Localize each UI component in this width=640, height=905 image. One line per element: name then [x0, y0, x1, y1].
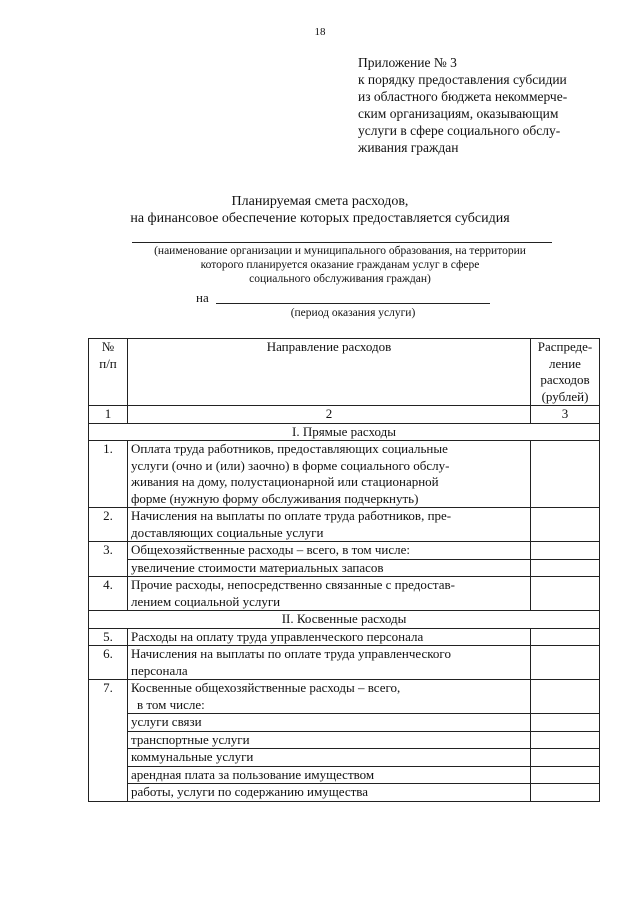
row-num: 6. — [89, 646, 128, 680]
row-text: Расходы на оплату труда управленческого персонала — [128, 628, 531, 646]
title-line-2: на финансовое обеспечение которых предоставляется субсидия — [130, 211, 510, 226]
table-row — [89, 646, 600, 680]
appendix-line: из областного бюджета некоммерче- — [358, 89, 568, 104]
table-row — [89, 441, 600, 508]
appendix-header — [358, 54, 618, 156]
amount-cell[interactable] — [531, 542, 600, 560]
amount-cell[interactable] — [531, 784, 600, 802]
section-row-indirect — [89, 611, 600, 629]
amount-cell[interactable] — [531, 441, 600, 508]
subrow-text: коммунальные услуги — [128, 749, 531, 767]
table-row — [89, 508, 600, 542]
row-num: 1. — [89, 441, 128, 508]
amount-cell[interactable] — [531, 731, 600, 749]
period-blank-line — [216, 303, 490, 304]
row-num: 3. — [89, 542, 128, 577]
row-text: Косвенные общехозяйственные расходы – всего, в том числе: — [128, 680, 531, 714]
table-subrow — [89, 559, 600, 577]
row-text: Общехозяйственные расходы – всего, в том числе: — [128, 542, 531, 560]
org-name-blank-line — [132, 242, 552, 243]
amount-cell[interactable] — [531, 766, 600, 784]
appendix-line: к порядку предоставления субсидии — [358, 72, 567, 87]
amount-cell[interactable] — [531, 508, 600, 542]
amount-cell[interactable] — [531, 749, 600, 767]
header-distribution: Распреде- ление расходов (рублей) — [531, 339, 600, 406]
table-row — [89, 542, 600, 560]
appendix-line: живания граждан — [358, 140, 459, 155]
row-num: 4. — [89, 577, 128, 611]
caption-line: (наименование организации и муниципального образования, на территории — [154, 245, 526, 257]
table-subrow — [89, 784, 600, 802]
appendix-line: Приложение № 3 — [358, 55, 457, 70]
appendix-line: ским организациям, оказывающим — [358, 106, 559, 121]
subrow-text: увеличение стоимости материальных запасов — [128, 559, 531, 577]
section-row-direct — [89, 423, 600, 441]
table-subrow — [89, 766, 600, 784]
col-number: 2 — [128, 406, 531, 424]
col-number: 1 — [89, 406, 128, 424]
subrow-text: услуги связи — [128, 714, 531, 732]
org-name-caption — [110, 244, 570, 286]
table-row — [89, 628, 600, 646]
table-subrow — [89, 731, 600, 749]
subrow-text: арендная плата за пользование имуществом — [128, 766, 531, 784]
amount-cell[interactable] — [531, 680, 600, 714]
period-label: на — [196, 290, 209, 305]
table-header-row — [89, 339, 600, 406]
row-num: 7. — [89, 680, 128, 802]
period-caption: (период оказания услуги) — [290, 307, 416, 319]
subrow-text: транспортные услуги — [128, 731, 531, 749]
amount-cell[interactable] — [531, 577, 600, 611]
caption-line: социального обслуживания граждан) — [249, 273, 431, 285]
amount-cell[interactable] — [531, 646, 600, 680]
title-line-1: Планируемая смета расходов, — [231, 194, 409, 209]
row-text: Начисления на выплаты по оплате труда управленческого персонала — [128, 646, 531, 680]
table-subrow — [89, 749, 600, 767]
document-title — [0, 193, 640, 227]
row-text: Прочие расходы, непосредственно связанные с предостав- лением социальной услуги — [128, 577, 531, 611]
header-direction: Направление расходов — [128, 339, 531, 406]
row-num: 5. — [89, 628, 128, 646]
column-number-row — [89, 406, 600, 424]
table-row — [89, 680, 600, 714]
amount-cell[interactable] — [531, 628, 600, 646]
amount-cell[interactable] — [531, 714, 600, 732]
subrow-text: работы, услуги по содержанию имущества — [128, 784, 531, 802]
caption-line: которого планируется оказание гражданам услуг в сфере — [200, 259, 480, 271]
appendix-line: услуги в сфере социального обслу- — [358, 123, 561, 138]
table-row — [89, 577, 600, 611]
amount-cell[interactable] — [531, 559, 600, 577]
table-subrow — [89, 714, 600, 732]
page-number: 18 — [314, 26, 326, 38]
section-title: II. Косвенные расходы — [89, 611, 600, 629]
row-num: 2. — [89, 508, 128, 542]
row-text: Начисления на выплаты по оплате труда работников, пре- доставляющих социальные услуги — [128, 508, 531, 542]
row-text: Оплата труда работников, предоставляющих социальные услуги (очно и (или) заочно) в форме социального обслу- живания на дому, полустационарной или стационарной форме (нужную форму обслуживания подчеркнуть) — [128, 441, 531, 508]
header-num: № п/п — [89, 339, 128, 406]
section-title: I. Прямые расходы — [89, 423, 600, 441]
expense-table — [88, 338, 600, 802]
col-number: 3 — [531, 406, 600, 424]
